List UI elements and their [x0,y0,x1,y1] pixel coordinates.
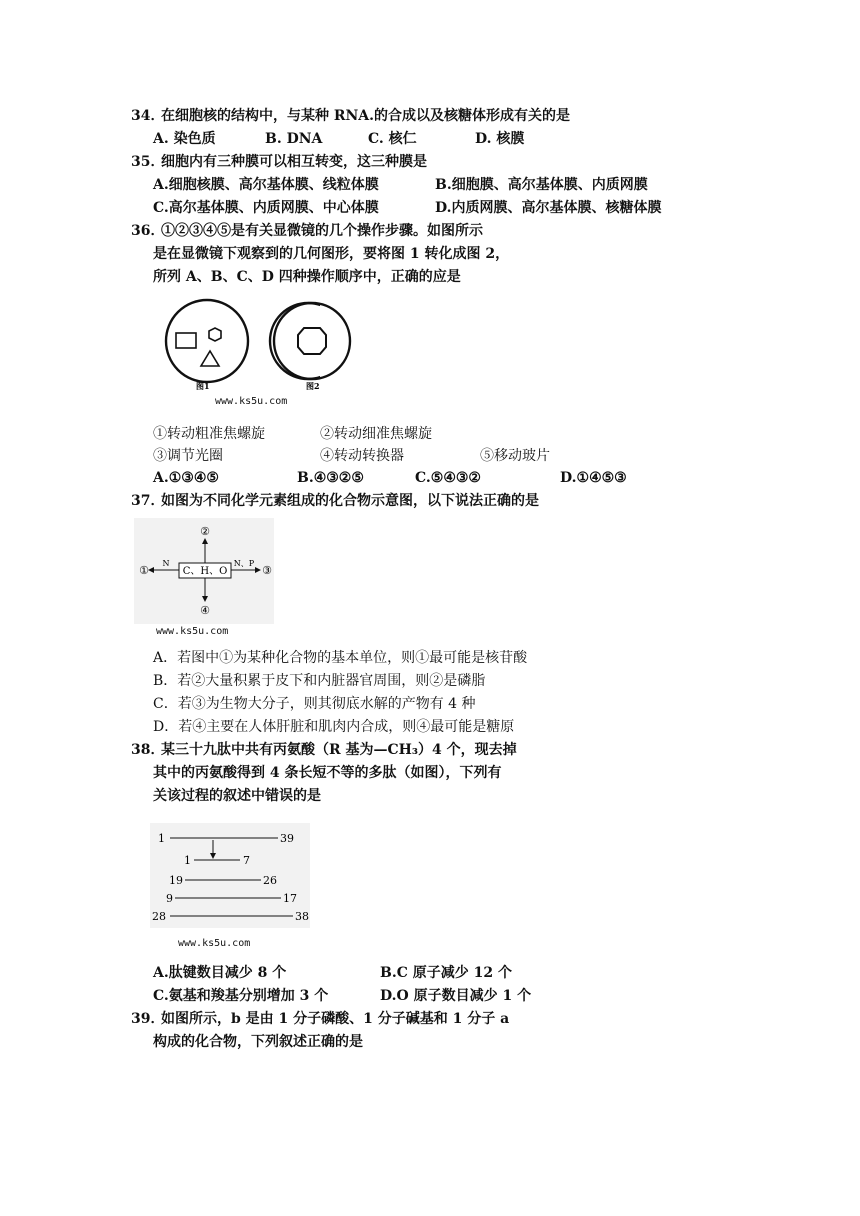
question-37-stem: 如图为不同化学元素组成的化合物示意图，以下说法正确的是 [161,493,539,509]
left-arrow-label: N [162,559,170,568]
octagon-shape [298,328,326,354]
right-arrow-label: N、P [233,559,255,568]
q37-option-a: A．若图中①为某种化合物的基本单位，则①最可能是核苷酸 [153,650,528,666]
peptide-row-3-end: 26 [263,874,277,887]
q36-step-4: ④转动转换器 [320,448,404,464]
question-35-number: 35． [131,154,165,170]
q38-option-a: A.肽键数目减少 8 个 [153,965,287,981]
question-39-stem-line-2: 构成的化合物，下列叙述正确的是 [153,1034,363,1050]
peptide-row-5-start: 28 [152,910,166,923]
q36-option-b: B.④③②⑤ [297,470,364,486]
q34-option-c: C. 核仁 [368,131,417,147]
figure-2-label: 图2 [306,381,320,391]
figure-1-label: 图1 [196,381,210,391]
q36-option-c: C.⑤④③② [415,470,481,486]
q38-option-b: B.C 原子减少 12 个 [380,965,512,981]
q35-option-b: B.细胞膜、高尔基体膜、内质网膜 [435,177,648,193]
question-36-stem-line-2: 是在显微镜下观察到的几何图形，要将图 1 转化成图 2， [153,246,510,262]
q36-option-d: D.①④⑤③ [560,470,627,486]
question-39-number: 39． [131,1011,165,1027]
question-37-number: 37． [131,493,165,509]
q38-option-c: C.氨基和羧基分别增加 3 个 [153,988,329,1004]
q34-option-d: D. 核膜 [475,131,525,147]
peptide-row-1-end: 39 [280,832,294,845]
figure-2-shape [270,301,360,396]
q37-option-d: D．若④主要在人体肝脏和肌肉内合成，则④最可能是糖原 [153,719,515,735]
q34-option-b: B. DNA [265,131,323,147]
q37-option-c: C．若③为生物大分子，则其彻底水解的产物有 4 种 [153,696,476,712]
peptide-row-2-start: 1 [184,854,191,867]
question-34-stem: 在细胞核的结构中，与某种 RNA.的合成以及核糖体形成有关的是 [161,108,571,124]
q35-option-c: C.高尔基体膜、内质网膜、中心体膜 [153,200,379,216]
peptide-row-4-start: 9 [166,892,173,905]
question-38-stem-line-2: 其中的丙氨酸得到 4 条长短不等的多肽（如图），下列有 [153,765,502,781]
center-elements: C、H、O [182,566,228,577]
question-38-stem-line-3: 关该过程的叙述中错误的是 [153,788,321,804]
peptide-row-5-end: 38 [295,910,309,923]
peptide-diagram [150,823,310,928]
node-3: ③ [262,564,272,577]
q36-option-a: A.①③④⑤ [153,470,219,486]
node-1: ① [139,564,149,577]
peptide-row-3-start: 19 [169,874,183,887]
question-39-stem-line-1: 如图所示，b 是由 1 分子磷酸、1 分子碱基和 1 分子 a [161,1011,510,1027]
question-36-stem-line-3: 所列 A、B、C、D 四种操作顺序中，正确的应是 [153,269,461,285]
figure-36-watermark: www.ks5u.com [215,396,288,407]
figure-37-watermark: www.ks5u.com [156,626,229,637]
figure-1-field [166,300,248,382]
peptide-row-1-start: 1 [158,832,165,845]
question-35-stem: 细胞内有三种膜可以相互转变，这三种膜是 [161,154,427,170]
peptide-row-2-end: 7 [243,854,250,867]
q35-option-a: A.细胞核膜、高尔基体膜、线粒体膜 [153,177,379,193]
question-38-number: 38． [131,742,165,758]
q36-step-1: ①转动粗准焦螺旋 [153,426,265,442]
figure-38-watermark: www.ks5u.com [178,938,251,949]
q36-step-5: ⑤移动玻片 [480,448,550,464]
question-34-number: 34． [131,108,165,124]
question-38-stem-line-1: 某三十九肽中共有丙氨酸（R 基为—CH₃）4 个，现去掉 [161,742,517,758]
question-36-number: 36． [131,223,165,239]
q36-step-2: ②转动细准焦螺旋 [320,426,432,442]
q37-option-b: B．若②大量积累于皮下和内脏器官周围，则②是磷脂 [153,673,486,689]
q34-option-a: A. 染色质 [153,131,216,147]
node-2: ② [200,525,210,538]
question-36-stem-line-1: ①②③④⑤是有关显微镜的几个操作步骤。如图所示 [161,223,483,239]
compound-diagram [134,518,274,624]
q35-option-d: D.内质网膜、高尔基体膜、核糖体膜 [435,200,662,216]
q38-option-d: D.O 原子数目减少 1 个 [380,988,532,1004]
peptide-row-4-end: 17 [283,892,297,905]
node-4: ④ [200,604,210,617]
q36-step-3: ③调节光圈 [153,448,223,464]
